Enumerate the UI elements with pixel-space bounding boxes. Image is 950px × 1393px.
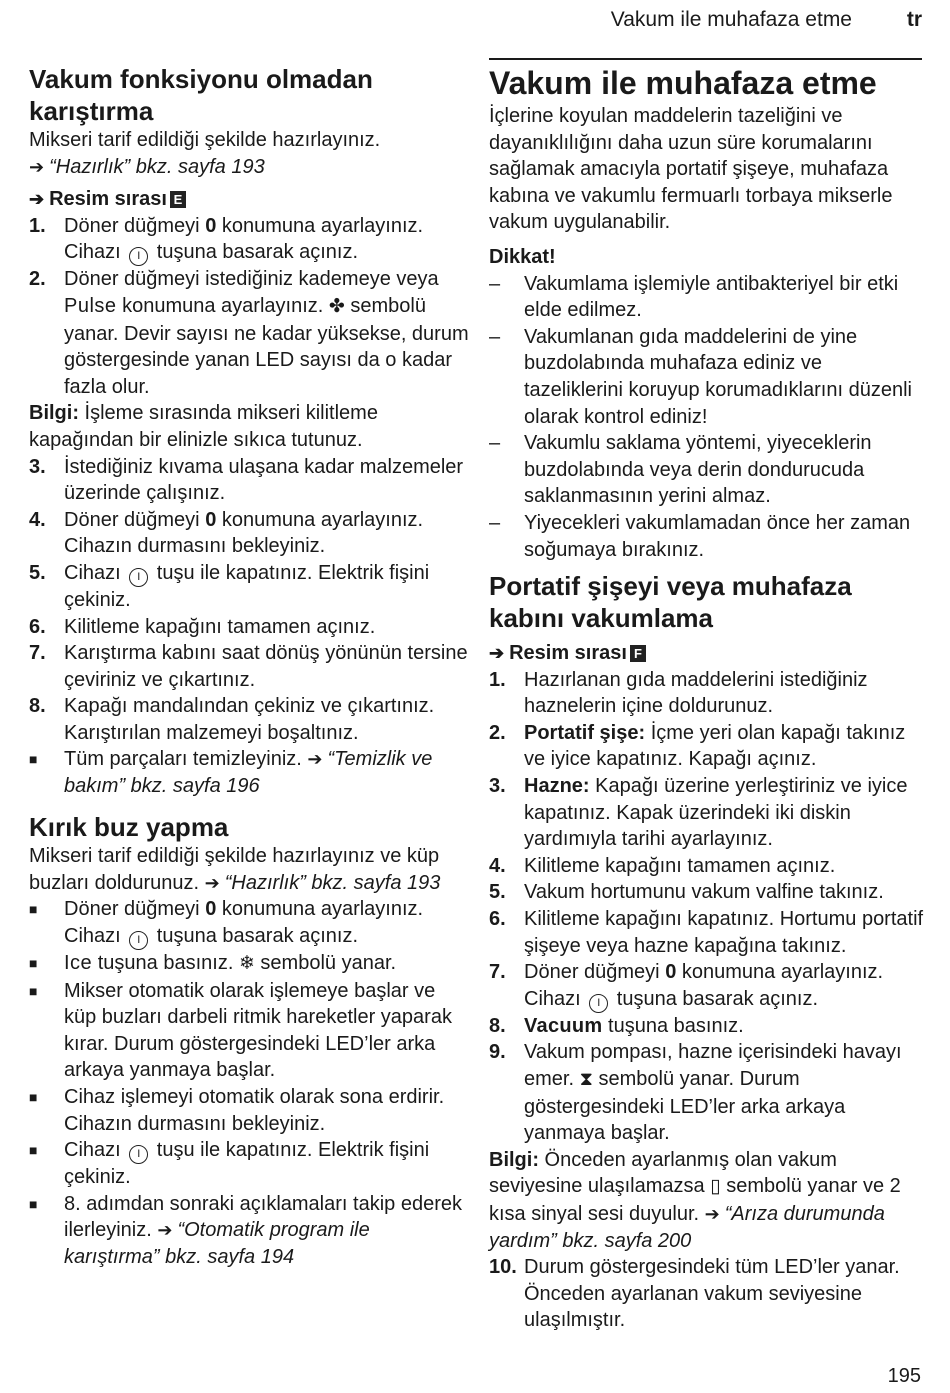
- arrow-icon: ➔: [489, 643, 505, 664]
- step-number: 4.: [489, 854, 506, 877]
- step-item: [489, 879, 925, 906]
- step-text: Döner düğmeyi 0 konumuna ayarlayınız. Cihazı I tuşuna basarak açınız.: [524, 959, 925, 1013]
- power-icon: I: [129, 568, 148, 587]
- info-note: Bilgi: İşleme sırasında mikseri kilitleme kapağından bir elinizle sıkıca tutunuz.: [29, 402, 378, 451]
- info-note: Bilgi: Önceden ayarlanmış olan vakum seviyesine ulaşılamazsa ▯ sembolü yanar ve 2 kısa sinyal sesi duyulur. ➔ “Arıza durumunda yardım” bkz. sayfa 200: [489, 1148, 901, 1252]
- arrow-icon: ➔: [29, 189, 45, 210]
- step-number: 2.: [489, 721, 506, 744]
- vacuum-symbol-icon: ⧗: [579, 1069, 593, 1090]
- step-number: 4.: [29, 508, 46, 531]
- bullet-text: Döner düğmeyi 0 konumuna ayarlayınız. Cihazı I tuşuna basarak açınız.: [64, 896, 469, 950]
- bullet-item: [29, 1191, 469, 1271]
- step-number: 8.: [489, 1014, 506, 1037]
- caution-text: Yiyecekleri vakumlamadan önce her zaman soğumaya bırakınız.: [524, 511, 911, 561]
- reference-link: “Hazırlık” bkz. sayfa 193: [49, 155, 265, 178]
- arrow-icon: ➔: [157, 1220, 173, 1241]
- step-number: 7.: [489, 961, 506, 984]
- bullet-text: Mikser otomatik olarak işlemeye başlar ve küp buzları darbeli ritmik hareketler yaparak kırar. Durum göstergesindeki LED’ler arka arkaya yanmaya başlar.: [64, 979, 452, 1082]
- caution-text: Vakumlanan gıda maddelerini de yine buzdolabında muhafaza ediniz ve tazeliklerini koruyup korumadıklarını düzenli olarak kontrol ediniz!: [524, 325, 912, 428]
- section-intro: İçlerine koyulan maddelerin tazeliğini ve dayanıklılığını daha uzun süre korumalarını sağlamak amacıyla portatif şişeye, muhafaza kabına ve vakumlu fermuarlı torbaya mikserle vakum uygulanabilir.: [489, 105, 893, 234]
- step-number: 3.: [29, 455, 46, 478]
- arrow-icon: ➔: [29, 156, 45, 177]
- bullet-text: Cihaz işlemeyi otomatik olarak sona erdirir. Cihazın durmasını bekleyiniz.: [64, 1085, 445, 1135]
- image-letter-badge: E: [170, 191, 186, 208]
- step-item: [29, 693, 469, 746]
- bullet-text: Tüm parçaları temizleyiniz. ➔ “Temizlik ve bakım” bkz. sayfa 196: [64, 748, 433, 798]
- step-item: [489, 1013, 925, 1040]
- step-item: [489, 720, 925, 773]
- right-column: [489, 58, 925, 1334]
- step-text: Kapağı mandalından çekiniz ve çıkartınız. Karıştırılan malzemeyi boşaltınız.: [64, 695, 435, 744]
- power-icon: I: [589, 994, 608, 1013]
- step-item: [29, 614, 469, 641]
- bullet-item: [29, 950, 469, 978]
- left-column: [29, 64, 469, 1270]
- step-item: [489, 1254, 925, 1334]
- reference-link: “Otomatik program ile karıştırma” bkz. sayfa 194: [64, 1219, 370, 1268]
- step-item: [29, 560, 469, 614]
- caution-item: [489, 271, 925, 324]
- step-item: [29, 454, 469, 507]
- step-item: [29, 266, 469, 400]
- step-text: Kilitleme kapağını kapatınız. Hortumu portatif şişeye veya hazne kapağına takınız.: [524, 908, 924, 957]
- reference-link: “Temizlik ve bakım” bkz. sayfa 196: [64, 748, 433, 798]
- step-text: Karıştırma kabını saat dönüş yönünün tersine çeviriniz ve çıkartınız.: [64, 642, 468, 691]
- step-item: [29, 213, 469, 267]
- step-text: Cihazı I tuşu ile kapatınız. Elektrik fişini çekiniz.: [64, 561, 430, 611]
- dash-mark: –: [489, 272, 501, 295]
- caution-item: [489, 430, 925, 510]
- step-item: [489, 773, 925, 853]
- vacuum-error-symbol-icon: ▯: [710, 1176, 721, 1198]
- pulse-symbol-icon: ✤: [328, 295, 345, 317]
- power-icon: I: [129, 1145, 148, 1164]
- image-sequence-label: ➔ Resim sırası E: [29, 186, 469, 213]
- step-text: Kilitleme kapağını tamamen açınız.: [524, 854, 836, 877]
- header-language: tr: [906, 8, 922, 31]
- bullet-text: 8. adımdan sonraki açıklamaları takip ederek ilerleyiniz. ➔ “Otomatik program ile karıştırma” bkz. sayfa 194: [64, 1192, 462, 1268]
- reference-link: “Arıza durumunda yardım” bkz. sayfa 200: [489, 1202, 885, 1252]
- step-item: [489, 959, 925, 1013]
- bullet-icon: ■: [29, 982, 38, 999]
- section-heading-crushed-ice: Kırık buz yapma: [29, 811, 229, 842]
- reference-link: “Hazırlık” bkz. sayfa 193: [224, 871, 441, 894]
- arrow-icon: ➔: [204, 872, 220, 893]
- step-number: 1.: [489, 668, 506, 691]
- step-item: [489, 853, 925, 880]
- step-text: Döner düğmeyi 0 konumuna ayarlayınız. Cihazın durmasını bekleyiniz.: [64, 508, 424, 558]
- cross-reference: [29, 154, 469, 181]
- section-intro: Mikseri tarif edildiği şekilde hazırlayınız.: [29, 129, 381, 151]
- step-number: 3.: [489, 775, 506, 798]
- bullet-text: Cihazı I tuşu ile kapatınız. Elektrik fişini çekiniz.: [64, 1139, 430, 1189]
- step-number: 6.: [489, 908, 506, 931]
- step-item: [29, 507, 469, 560]
- step-item: [489, 1039, 925, 1146]
- dash-mark: –: [489, 511, 501, 534]
- step-number: 5.: [29, 561, 46, 584]
- step-text: Kilitleme kapağını tamamen açınız.: [64, 615, 376, 638]
- ice-symbol-icon: ❄: [238, 952, 255, 974]
- header-title: Vakum ile muhafaza etme: [610, 8, 852, 31]
- step-item: [489, 667, 925, 720]
- step-number: 2.: [29, 268, 46, 291]
- step-number: 7.: [29, 642, 46, 665]
- bullet-icon: ■: [29, 901, 38, 918]
- page-title: Vakum ile muhafaza etme: [489, 65, 877, 101]
- step-number: 9.: [489, 1041, 506, 1064]
- step-text: Döner düğmeyi 0 konumuna ayarlayınız. Cihazı I tuşuna basarak açınız.: [64, 213, 469, 267]
- caution-item: [489, 510, 925, 563]
- bullet-item: [29, 1137, 469, 1191]
- bullet-icon: ■: [29, 751, 38, 768]
- bullet-icon: ■: [29, 1195, 38, 1212]
- step-text: Hazne: Kapağı üzerine yerleştiriniz ve iyice kapatınız. Kapak üzerindeki iki diskin yardımıyla tarihi ayarlayınız.: [524, 775, 908, 851]
- step-number: 1.: [29, 214, 46, 237]
- caution-text: Vakumlu saklama yöntemi, yiyeceklerin buzdolabında veya derin dondurucuda saklanmasının yerini almaz.: [524, 432, 872, 508]
- page-number: 195: [887, 1365, 921, 1387]
- step-text: Durum göstergesindeki tüm LED’ler yanar. Önceden ayarlanan vakum seviyesine ulaşılmıştır.: [524, 1256, 900, 1332]
- image-letter-badge: F: [630, 645, 646, 662]
- section-heading-mixing-without-vacuum: Vakum fonksiyonu olmadan karıştırma: [29, 64, 373, 126]
- dash-mark: –: [489, 325, 501, 348]
- dash-mark: –: [489, 432, 501, 455]
- arrow-icon: ➔: [704, 1203, 720, 1224]
- step-text: Vakum pompası, hazne içerisindeki havayı emer. ⧗ sembolü yanar. Durum göstergesindeki LED’ler arka arkaya yanmaya başlar.: [524, 1041, 902, 1145]
- section-intro: Mikseri tarif edildiği şekilde hazırlayınız ve küp buzları doldurunuz. ➔ “Hazırlık” bkz. sayfa 193: [29, 845, 441, 894]
- power-icon: I: [129, 247, 148, 266]
- bullet-item: [29, 746, 469, 799]
- bullet-item: [29, 978, 469, 1084]
- step-number: 8.: [29, 695, 46, 718]
- power-icon: I: [129, 931, 148, 950]
- bullet-text: Ice tuşuna basınız. ❄ sembolü yanar.: [64, 951, 397, 974]
- step-item: [29, 640, 469, 693]
- step-number: 6.: [29, 615, 46, 638]
- step-number: 10.: [489, 1256, 517, 1279]
- step-text: Portatif şişe: İçme yeri olan kapağı takınız ve iyice kapatınız. Kapağı açınız.: [524, 721, 906, 771]
- step-text: Hazırlanan gıda maddelerini istediğiniz haznelerin içine doldurunuz.: [524, 668, 868, 718]
- bullet-icon: ■: [29, 954, 38, 971]
- step-text: Vacuum tuşuna basınız.: [524, 1014, 744, 1037]
- caution-text: Vakumlama işlemiyle antibakteriyel bir etki elde edilmez.: [524, 272, 899, 322]
- section-heading-vacuum-bottle: Portatif şişeyi veya muhafaza kabını vakumlama: [489, 571, 852, 633]
- image-sequence-label: ➔ Resim sırası F: [489, 640, 925, 667]
- bullet-icon: ■: [29, 1142, 38, 1159]
- bullet-item: [29, 896, 469, 950]
- step-text: Vakum hortumunu vakum valfine takınız.: [524, 881, 884, 904]
- caution-item: [489, 324, 925, 430]
- step-item: [489, 906, 925, 959]
- step-number: 5.: [489, 881, 506, 904]
- bullet-icon: ■: [29, 1088, 38, 1105]
- caution-label: Dikkat!: [489, 245, 556, 268]
- step-text: İstediğiniz kıvama ulaşana kadar malzemeler üzerinde çalışınız.: [64, 455, 464, 505]
- step-text: Döner düğmeyi istediğiniz kademeye veya Pulse konumuna ayarlayınız. ✤ sembolü yanar. Devir sayısı ne kadar yüksekse, durum göstergesinde yanan LED sayısı da o kadar fazla olur.: [64, 268, 469, 398]
- bullet-item: [29, 1084, 469, 1137]
- page-header: [0, 8, 950, 32]
- arrow-icon: ➔: [307, 749, 323, 770]
